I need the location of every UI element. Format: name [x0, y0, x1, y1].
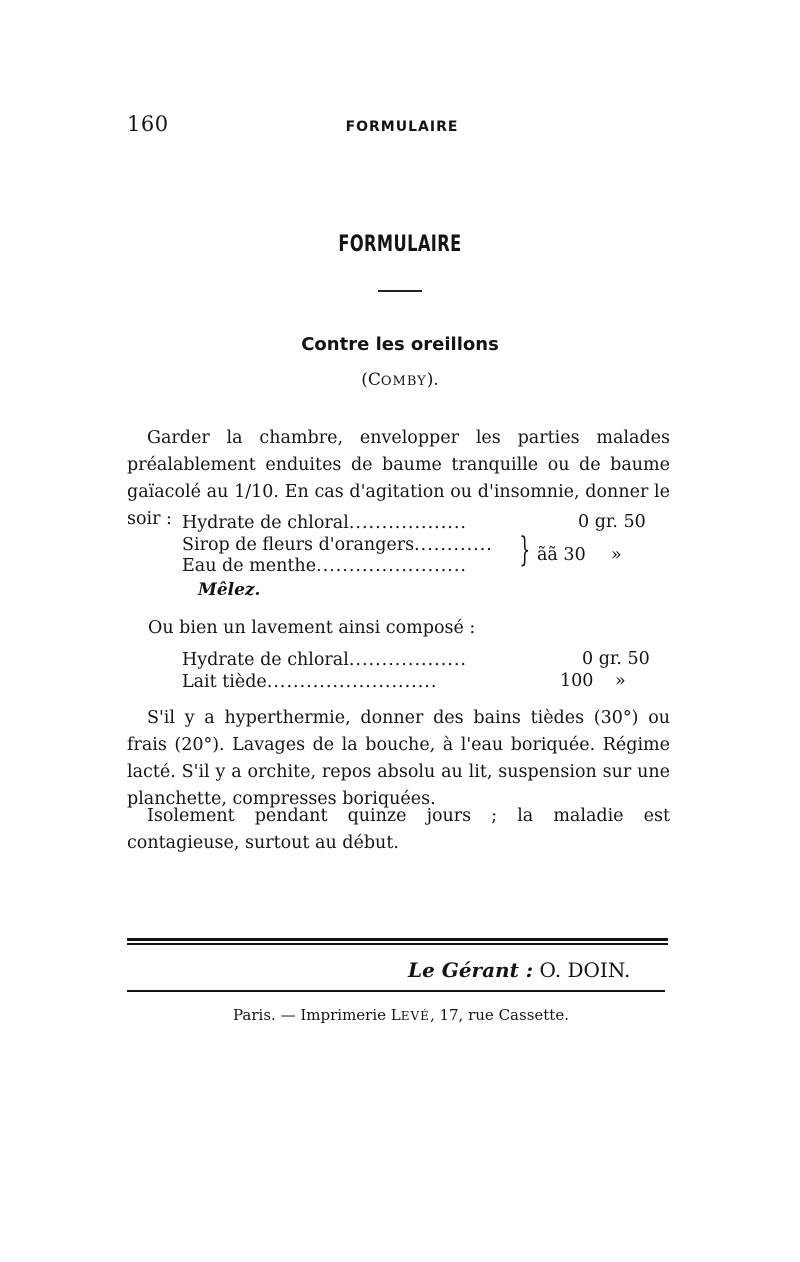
brace-icon: }	[519, 530, 531, 570]
printer-prefix: Paris. — Imprimerie L	[233, 1006, 401, 1024]
intro-paragraph: Garder la chambre, envelopper les parties malades préalablement enduites de baume tranquille ou de baume gaïacolé au 1/10. En cas d'agitation ou d'insomnie, donner le soir :	[127, 428, 670, 529]
printer-imprint	[0, 1006, 800, 1024]
author-attribution	[0, 370, 800, 390]
printer-smallcaps: EVÉ	[400, 1009, 430, 1023]
ingredient-dose: 0 gr. 50	[582, 649, 650, 669]
combined-unit: »	[611, 545, 622, 565]
printer-suffix: , 17, rue Cassette.	[429, 1006, 569, 1024]
footer-rule-top-second	[127, 943, 668, 945]
ingredient-name: Hydrate de chloral	[182, 513, 349, 533]
leader-dots: .......................	[316, 556, 467, 576]
combined-dose: ãã 30	[537, 545, 586, 565]
recipe-line	[182, 649, 467, 671]
melez-instruction: Mêlez.	[198, 580, 261, 600]
gerant-name: O. DOIN.	[539, 958, 631, 982]
ingredient-name: Lait tiède	[182, 672, 267, 692]
ingredient-name: Eau de menthe	[182, 556, 317, 576]
author-close: ).	[426, 370, 439, 390]
recipe-line	[182, 534, 493, 556]
section-title: FORMULAIRE	[338, 232, 462, 257]
author-open: (C	[361, 370, 381, 390]
recipe-line	[182, 512, 467, 534]
footer-rule-top	[127, 938, 668, 941]
recipe-line	[182, 671, 437, 693]
leader-dots: ..................	[348, 650, 467, 670]
leader-dots: ............	[414, 535, 493, 555]
recipe-line	[182, 555, 467, 577]
ingredient-name: Hydrate de chloral	[182, 650, 349, 670]
author-smallcaps: OMBY	[380, 374, 427, 389]
ingredient-name: Sirop de fleurs d'orangers	[182, 535, 415, 555]
running-head: FORMULAIRE	[345, 119, 459, 135]
ingredient-unit: »	[615, 671, 626, 691]
footer-rule-bottom	[127, 990, 665, 992]
alternative-intro: Ou bien un lavement ainsi composé :	[148, 618, 476, 638]
page-number: 160	[127, 112, 169, 136]
prescription-heading: Contre les oreillons	[301, 334, 499, 355]
gerant-label: Le Gérant :	[408, 958, 534, 982]
gerant-signature	[408, 958, 630, 982]
title-divider	[378, 290, 422, 292]
leader-dots: ..........................	[266, 672, 438, 692]
ingredient-dose: 100	[560, 671, 594, 691]
isolation-paragraph: Isolement pendant quinze jours ; la maladie est contagieuse, surtout au début.	[127, 806, 670, 853]
treatment-paragraph: S'il y a hyperthermie, donner des bains tièdes (30°) ou frais (20°). Lavages de la bouche, à l'eau boriquée. Régime lacté. S'il y a orchite, repos absolu au lit, suspension sur une planchette, compresses boriquées.	[127, 708, 670, 809]
ingredient-dose: 0 gr. 50	[578, 512, 646, 532]
leader-dots: ..................	[348, 513, 467, 533]
